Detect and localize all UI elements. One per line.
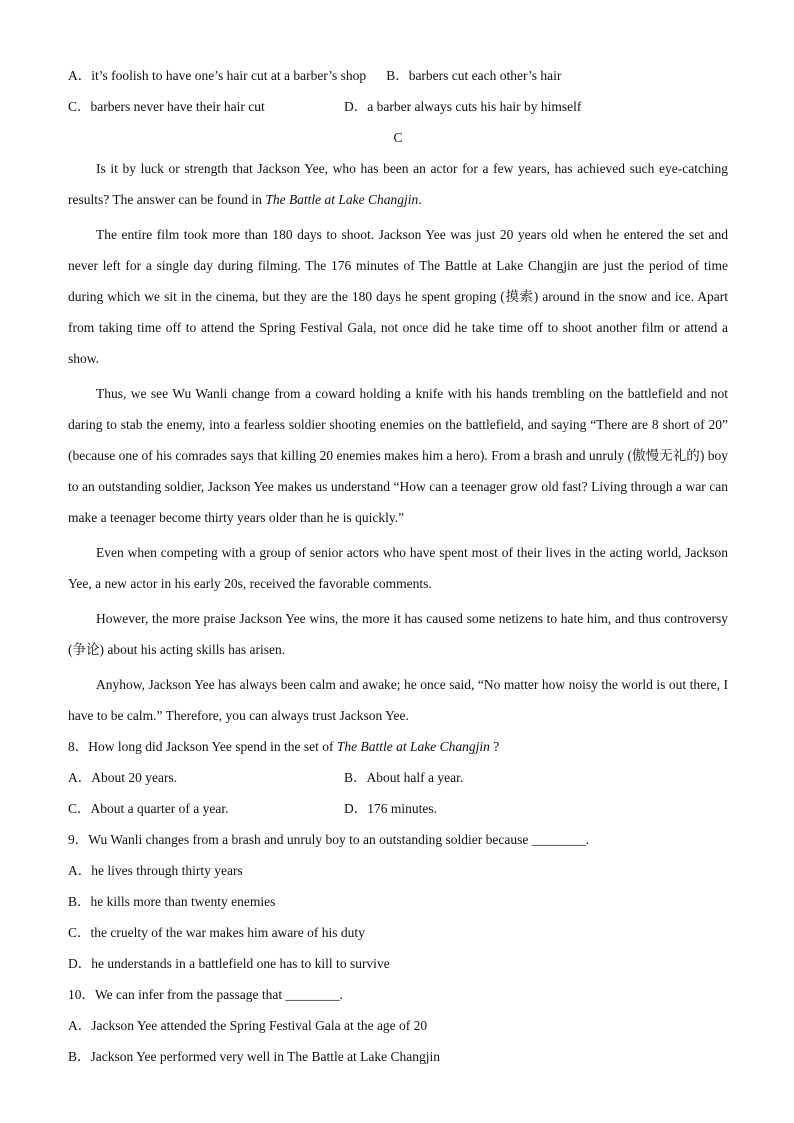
passage-paragraph-4: Even when competing with a group of senior actors who have spent most of their lives in the acting world, Jackson Yee, a new actor in his early 20s, received the favorable comments. [68, 545, 728, 591]
q9-option-c[interactable]: C．the cruelty of the war makes him aware of his duty [68, 925, 365, 940]
passage-p1-end: . [418, 192, 422, 207]
passage-paragraph-5: However, the more praise Jackson Yee wins, the more it has caused some netizens to hate him, and thus controversy (争论) about his acting skills has arisen. [68, 611, 728, 657]
prev-option-a: A．it’s foolish to have one’s hair cut at a barber’s shop [68, 68, 367, 83]
prev-options-row-1 [68, 64, 728, 95]
passage-paragraph-3: Thus, we see Wu Wanli change from a coward holding a knife with his hands trembling on the battlefield and not daring to stab the enemy, into a fearless soldier shooting enemies on the battlefield, and saying “There are 8 short of 20” (because one of his comrades says that killing 20 enemies makes him a hero). From a brash and unruly (傲慢无礼的) boy to an outstanding soldier, Jackson Yee makes us understand “How can a teenager grow old fast? Living through a war can make a teenager become thirty years older than he is quickly.” [68, 386, 728, 525]
q8-option-a[interactable]: A．About 20 years. [68, 770, 178, 785]
q8-stem-text: 8．How long did Jackson Yee spend in the set of [68, 739, 337, 754]
q8-option-b[interactable]: B．About half a year. [344, 770, 464, 785]
passage-paragraph-1 [68, 153, 728, 219]
q9-option-a[interactable]: A．he lives through thirty years [68, 863, 243, 878]
passage-p1-film-title: The Battle at Lake Changjin [265, 192, 419, 207]
question-8-stem [68, 735, 728, 766]
q10-option-b[interactable]: B．Jackson Yee performed very well in The Battle at Lake Changjin [68, 1049, 441, 1064]
prev-option-b: B．barbers cut each other’s hair [386, 68, 562, 83]
q10-option-a[interactable]: A．Jackson Yee attended the Spring Festival Gala at the age of 20 [68, 1018, 428, 1033]
q8-stem-end: ? [489, 739, 500, 754]
prev-options-row-2 [68, 95, 728, 126]
question-8-options-row-2 [68, 797, 728, 828]
passage-p1-text: Is it by luck or strength that Jackson Yee, who has been an actor for a few years, has achieved such eye-catching results? The answer can be found in [68, 161, 728, 207]
q9-option-d[interactable]: D．he understands in a battlefield one has to kill to survive [68, 956, 390, 971]
q9-option-b[interactable]: B．he kills more than twenty enemies [68, 894, 276, 909]
question-8-options-row-1 [68, 766, 728, 797]
prev-option-c: C．barbers never have their hair cut [68, 99, 265, 114]
passage-paragraph-6: Anyhow, Jackson Yee has always been calm and awake; he once said, “No matter how noisy the world is out there, I have to be calm.” Therefore, you can always trust Jackson Yee. [68, 677, 728, 723]
q8-film-title: The Battle at Lake Changjin [336, 739, 490, 754]
q8-option-c[interactable]: C．About a quarter of a year. [68, 801, 229, 816]
passage-paragraph-2: The entire film took more than 180 days to shoot. Jackson Yee was just 20 years old when he entered the set and never left for a single day during filming. The 176 minutes of The Battle at Lake Changjin are just the period of time during which we sit in the cinema, but they are the 180 days he spent groping (摸索) around in the snow and ice. Apart from taking time off to attend the Spring Festival Gala, not once did he take time off to shoot another film or attend a show. [68, 227, 728, 366]
question-9-stem: 9．Wu Wanli changes from a brash and unruly boy to an outstanding soldier because ________. [68, 832, 590, 847]
prev-option-d: D．a barber always cuts his hair by himself [344, 99, 582, 114]
worksheet-page [68, 64, 728, 1076]
section-label: C [393, 130, 403, 145]
question-10-stem: 10．We can infer from the passage that ________. [68, 987, 343, 1002]
q8-option-d[interactable]: D．176 minutes. [344, 801, 437, 816]
